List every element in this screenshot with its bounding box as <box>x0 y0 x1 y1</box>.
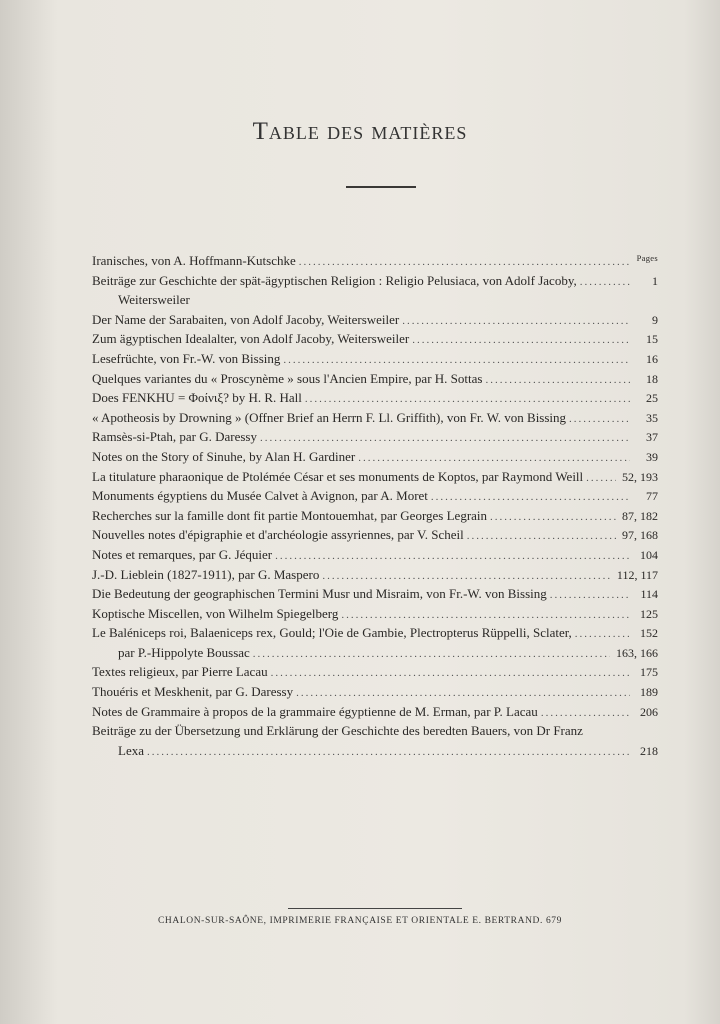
toc-entry-title: La titulature pharaonique de Ptolémée César et ses monuments de Koptos, par Raymond Weill <box>92 468 584 484</box>
toc-entry-title: Zum ägyptischen Idealalter, von Adolf Jacoby, Weitersweiler <box>92 331 410 347</box>
toc-entry-leader <box>550 587 630 605</box>
toc-entry-page: 9 <box>652 312 658 327</box>
toc-entry <box>92 663 658 683</box>
toc-entry-page: 152 <box>640 626 658 641</box>
toc-entry-title: Monuments égyptiens du Musée Calvet à Avignon, par A. Moret <box>92 488 428 504</box>
toc-entry-title: Recherches sur la famille dont fit partie Montouemhat, par Georges Legrain <box>92 507 488 523</box>
toc-entry <box>92 703 658 723</box>
toc-entry-page: 206 <box>640 704 658 719</box>
page-title: Table des matières <box>252 118 468 145</box>
toc-entry <box>92 644 658 664</box>
toc-entry-page: 218 <box>640 743 658 758</box>
toc-entry <box>92 683 658 703</box>
toc-entry-title: Notes et remarques, par G. Jéquier <box>92 546 273 562</box>
toc-entry-leader <box>283 352 630 370</box>
toc-entry-page: 52, 193 <box>622 469 658 484</box>
toc-entry-leader <box>485 372 630 390</box>
toc-entry-title: J.-D. Lieblein (1827-1911), par G. Maspero <box>92 566 320 582</box>
toc-entry-leader <box>412 332 630 350</box>
toc-entry-leader <box>467 528 616 546</box>
toc-entry <box>92 448 658 468</box>
toc-entry <box>92 389 658 409</box>
toc-entry-title: Thouéris et Meskhenit, par G. Daressy <box>92 684 294 700</box>
toc-entry-title: Notes on the Story of Sinuhe, by Alan H. Gardiner <box>92 448 356 464</box>
footer-divider <box>288 908 462 909</box>
toc-entry-title: Der Name der Sarabaiten, von Adolf Jacoby, Weitersweiler <box>92 311 400 327</box>
toc-entries <box>92 252 658 761</box>
toc-entry-page: 114 <box>640 587 658 602</box>
toc-entry <box>92 330 658 350</box>
toc-entry-leader <box>431 489 630 507</box>
toc-entry-title: Le Baléniceps roi, Balaeniceps rex, Gould; l'Oie de Gambie, Plectropterus Rüppelli, Sclater, <box>92 625 572 641</box>
toc-entry-page: 37 <box>646 430 658 445</box>
toc-entry-title: Notes de Grammaire à propos de la grammaire égyptienne de M. Erman, par P. Lacau <box>92 703 538 719</box>
toc-entry-leader <box>271 665 630 683</box>
toc-entry-page: 1 <box>652 273 658 288</box>
toc-entry-leader <box>341 607 630 625</box>
toc-entry <box>92 722 658 742</box>
toc-entry-leader <box>490 509 616 527</box>
toc-entry-page: 87, 182 <box>622 508 658 523</box>
printer-colophon: CHALON-SUR-SAÔNE, IMPRIMERIE FRANÇAISE ET ORIENTALE E. BERTRAND. 679 <box>158 916 562 926</box>
toc-entry <box>92 311 658 331</box>
toc-entry-title: Koptische Miscellen, von Wilhelm Spiegelberg <box>92 605 339 621</box>
toc-entry <box>92 526 658 546</box>
toc-entry-page: 77 <box>646 489 658 504</box>
toc-entry-page: 35 <box>646 410 658 425</box>
toc-entry-title: Nouvelles notes d'épigraphie et d'archéologie assyriennes, par V. Scheil <box>92 527 464 543</box>
toc-entry-page: 104 <box>640 547 658 562</box>
toc-entry-page: 39 <box>646 449 658 464</box>
toc-entry <box>92 624 658 644</box>
toc-entry <box>92 252 658 272</box>
toc-entry-leader <box>580 274 630 292</box>
pages-column-header: Pages <box>636 253 658 263</box>
toc-entry-leader <box>541 705 630 723</box>
toc-entry-title: Lesefrüchte, von Fr.-W. von Bissing <box>92 350 281 366</box>
toc-entry <box>92 566 658 586</box>
toc-entry-page: 16 <box>646 351 658 366</box>
toc-entry-title: Does FENKHU = Φοίνιξ? by H. R. Hall <box>92 390 302 406</box>
toc-entry <box>92 370 658 390</box>
toc-entry <box>92 291 658 311</box>
toc-entry-leader <box>358 450 630 468</box>
toc-entry-title: Quelques variantes du « Proscynème » sous l'Ancien Empire, par H. Sottas <box>92 370 483 386</box>
toc-entry-page: 112, 117 <box>616 567 658 582</box>
toc-entry-leader <box>575 626 630 644</box>
toc-entry-title: Iranisches, von A. Hoffmann-Kutschke <box>92 253 296 268</box>
toc-entry-title: Beiträge zu der Übersetzung und Erklärung der Geschichte des beredten Bauers, von Dr Franz <box>92 723 583 739</box>
toc-entry-page: 125 <box>640 606 658 621</box>
toc-entry <box>92 605 658 625</box>
toc-entry-title: Ramsès-si-Ptah, par G. Daressy <box>92 429 257 445</box>
toc-entry-leader <box>299 254 630 272</box>
toc-entry-title: Die Bedeutung der geographischen Termini Musr und Misraim, von Fr.-W. von Bissing <box>92 586 547 602</box>
toc-entry <box>92 272 658 292</box>
toc-entry-leader <box>322 568 611 586</box>
toc-entry <box>92 428 658 448</box>
toc-entry-leader <box>296 685 630 703</box>
title-divider <box>346 186 416 188</box>
toc-entry-page: 15 <box>646 332 658 347</box>
toc-entry-leader <box>260 430 630 448</box>
toc-entry <box>92 546 658 566</box>
toc-entry-page: 175 <box>640 665 658 680</box>
toc-entry-title: Textes religieux, par Pierre Lacau <box>92 664 268 680</box>
toc-entry <box>92 487 658 507</box>
toc-entry-page: 163, 166 <box>616 645 658 660</box>
toc-entry-leader <box>305 391 630 409</box>
toc-entry-page: 18 <box>646 371 658 386</box>
toc-entry-page: 189 <box>640 685 658 700</box>
toc-entry-title: Beiträge zur Geschichte der spät-ägyptischen Religion : Religio Pelusiaca, von Adolf Jacoby, <box>92 272 577 288</box>
toc-entry <box>92 468 658 488</box>
toc-entry <box>92 350 658 370</box>
toc-entry-leader <box>275 548 630 566</box>
toc-entry <box>92 507 658 527</box>
toc-entry <box>92 742 658 762</box>
toc-entry-leader <box>147 744 630 762</box>
toc-entry-leader <box>253 646 610 664</box>
toc-entry-title: Lexa <box>118 742 144 758</box>
toc-entry-title: Weitersweiler <box>118 292 190 308</box>
toc-entry-leader <box>569 411 630 429</box>
toc-entry-leader <box>402 313 630 331</box>
table-of-contents <box>92 252 658 761</box>
toc-entry-title: par P.-Hippolyte Boussac <box>118 644 250 660</box>
toc-entry-title: « Apotheosis by Drowning » (Offner Brief an Herrn F. Ll. Griffith), von Fr. W. von Bissing <box>92 409 567 425</box>
toc-entry <box>92 585 658 605</box>
toc-entry-page: 25 <box>646 391 658 406</box>
toc-entry <box>92 409 658 429</box>
toc-entry-leader <box>586 470 616 488</box>
toc-entry-page: 97, 168 <box>622 528 658 543</box>
